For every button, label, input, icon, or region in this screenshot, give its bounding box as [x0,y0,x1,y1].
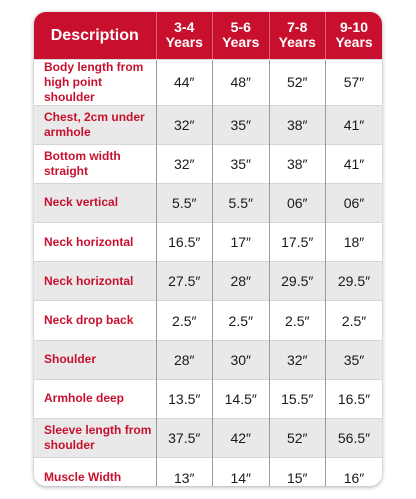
measurement-value: 30″ [213,340,270,379]
table-row [34,262,382,301]
measurement-value: 14.5″ [213,379,270,418]
measurement-value: 2.5″ [213,301,270,340]
measurement-value: 48″ [213,59,270,105]
measurement-value: 2.5″ [156,301,213,340]
measurement-value: 41″ [326,144,383,183]
size-chart-header [34,12,382,59]
measurement-label: Body length from high point shoulder [34,59,156,105]
measurement-label: Muscle Width [34,458,156,486]
table-row [34,419,382,458]
measurement-value: 5.5″ [213,183,270,222]
measurement-value: 14″ [213,458,270,486]
table-row [34,340,382,379]
size-header-7-8: 7-8 Years [269,12,326,59]
measurement-value: 27.5″ [156,262,213,301]
measurement-value: 17″ [213,223,270,262]
measurement-label: Neck vertical [34,183,156,222]
measurement-value: 32″ [156,105,213,144]
description-header: Description [34,12,156,59]
measurement-label: Sleeve length from shoulder [34,419,156,458]
measurement-value: 38″ [269,105,326,144]
measurement-value: 52″ [269,59,326,105]
measurement-value: 13″ [156,458,213,486]
measurement-value: 57″ [326,59,383,105]
measurement-label: Neck drop back [34,301,156,340]
table-row [34,223,382,262]
measurement-value: 35″ [326,340,383,379]
measurement-value: 16.5″ [326,379,383,418]
measurement-value: 15″ [269,458,326,486]
measurement-label: Shoulder [34,340,156,379]
measurement-label: Chest, 2cm under armhole [34,105,156,144]
table-row [34,379,382,418]
size-chart [34,12,382,486]
measurement-value: 38″ [269,144,326,183]
measurement-value: 32″ [156,144,213,183]
size-header-9-10: 9-10 Years [335,19,373,51]
table-row [34,59,382,105]
measurement-value: 16″ [326,458,383,486]
measurement-value: 56.5″ [326,419,383,458]
measurement-value: 35″ [213,105,270,144]
measurement-label: Armhole deep [34,379,156,418]
measurement-value: 41″ [326,105,383,144]
table-row [34,105,382,144]
size-chart-body [34,59,382,486]
measurement-value: 06″ [326,183,383,222]
table-row [34,301,382,340]
measurement-value: 28″ [213,262,270,301]
measurement-value: 2.5″ [269,301,326,340]
measurement-label: Bottom width straight [34,144,156,183]
measurement-value: 28″ [156,340,213,379]
table-row [34,183,382,222]
measurement-value: 17.5″ [269,223,326,262]
size-header-5-6: 5-6 Years [213,12,270,59]
measurement-value: 16.5″ [156,223,213,262]
measurement-label: Neck horizontal [34,223,156,262]
measurement-value: 42″ [213,419,270,458]
measurement-value: 32″ [269,340,326,379]
measurement-value: 52″ [269,419,326,458]
measurement-value: 18″ [326,223,383,262]
measurement-value: 44″ [156,59,213,105]
measurement-value: 2.5″ [326,301,383,340]
measurement-value: 06″ [269,183,326,222]
measurement-value: 15.5″ [269,379,326,418]
measurement-value: 5.5″ [156,183,213,222]
size-chart-table [34,12,382,486]
measurement-label: Neck horizontal [34,262,156,301]
measurement-value: 29.5″ [269,262,326,301]
measurement-value: 35″ [213,144,270,183]
table-row [34,144,382,183]
measurement-value: 29.5″ [326,262,383,301]
size-header-3-4: 3-4 Years [156,12,213,59]
measurement-value: 37.5″ [156,419,213,458]
table-row [34,458,382,486]
measurement-value: 13.5″ [156,379,213,418]
